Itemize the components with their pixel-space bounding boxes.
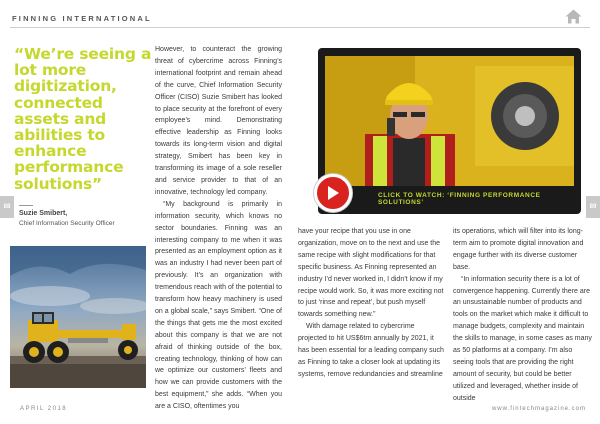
body-column-3: [453, 226, 593, 405]
paragraph: With damage related to cybercrime projected to hit US$6trn annually by 2021, it has been essential for a leading company such as Finning to take a closer look at updating its systems, remove redundancies and streamline: [298, 323, 444, 378]
paragraph: However, to counteract the growing threat of cybercrime across Finning’s international footprint and remain ahead of the curve, Chief Information Security Officer (CISO) Suzie Smibert has looked to place security at the forefront of every employee’s mind. Demonstrating effective leadership as Finning looks towards its long-term vision and digital strategy, Smibert has been key in transforming its image of a sole reseller and service provider to that of an innovative, technology led company.: [155, 46, 282, 196]
quote-attribution-name: Suzie Smibert,: [19, 210, 68, 217]
video-caption-lead[interactable]: CLICK TO WATCH:: [378, 192, 445, 199]
page-number-left[interactable]: 88: [0, 196, 14, 218]
motor-grader-photo: [10, 246, 146, 388]
paragraph: “In information security there is a lot of convergence happening. Currently there are an unsustainable number of products and tools on the market which make it difficult to manage budgets, complexity and maintain the skills to manage, in some cases as many as 50 platforms at a company. I’m also seeing tools that are providing the right amount of security, but could be better utilized and leveraged, whether inside of outside: [453, 275, 592, 402]
body-column-2: [298, 226, 444, 381]
paragraph: have your recipe that you use in one organization, move on to the next and use the same recipe with slight modifications for that specific business. As Finning represented an industry I’d never worked in, I didn’t know if my recipe would work. So, it was more exciting not to just ‘rinse and repeat’, but push myself towards something new.”: [298, 228, 444, 319]
pull-quote: “We’re seeing a lot more digitization, connected assets and abilities to enhance performance solutions”: [14, 45, 152, 193]
paragraph: its operations, which will filter into its long-term aim to promote digital innovation and engage further with its diverse customer base.: [453, 228, 584, 271]
header-divider: [10, 27, 590, 28]
play-button[interactable]: [314, 174, 352, 212]
video-caption[interactable]: [378, 192, 581, 206]
issue-date: APRIL 2018: [20, 406, 68, 412]
video-thumbnail[interactable]: [325, 56, 574, 186]
home-icon[interactable]: [565, 9, 582, 24]
body-column-1: [155, 44, 282, 413]
video-player[interactable]: [318, 48, 581, 214]
quote-attribution-role: Chief Information Security Officer: [19, 220, 115, 227]
magazine-section-title: FINNING INTERNATIONAL: [12, 14, 152, 23]
play-icon[interactable]: [326, 185, 340, 201]
page-number-right[interactable]: 89: [586, 196, 600, 218]
magazine-url[interactable]: www.fintechmagazine.com: [491, 406, 586, 412]
quote-divider: [19, 205, 33, 206]
video-caption-title[interactable]: ‘FINNING PERFORMANCE SOLUTIONS’: [378, 192, 541, 206]
paragraph: “My background is primarily in information security, which knows no sector boundaries. Finning was an interesting company to me when it was presented as an employment option as it was an industry I had never been part of previously. It’s an organization with tremendous reach with of the potential to transform how heavy machinery is used on a global scale,” says Smibert. “One of the things that gets me the most excited about this company is that we are not afraid of thinking outside of the box, creating technology, thinking of how can we optimize our customers’ fleets and how we can provide customers with the best equipment,” she adds. “When you are a CISO, oftentimes you: [155, 200, 282, 411]
